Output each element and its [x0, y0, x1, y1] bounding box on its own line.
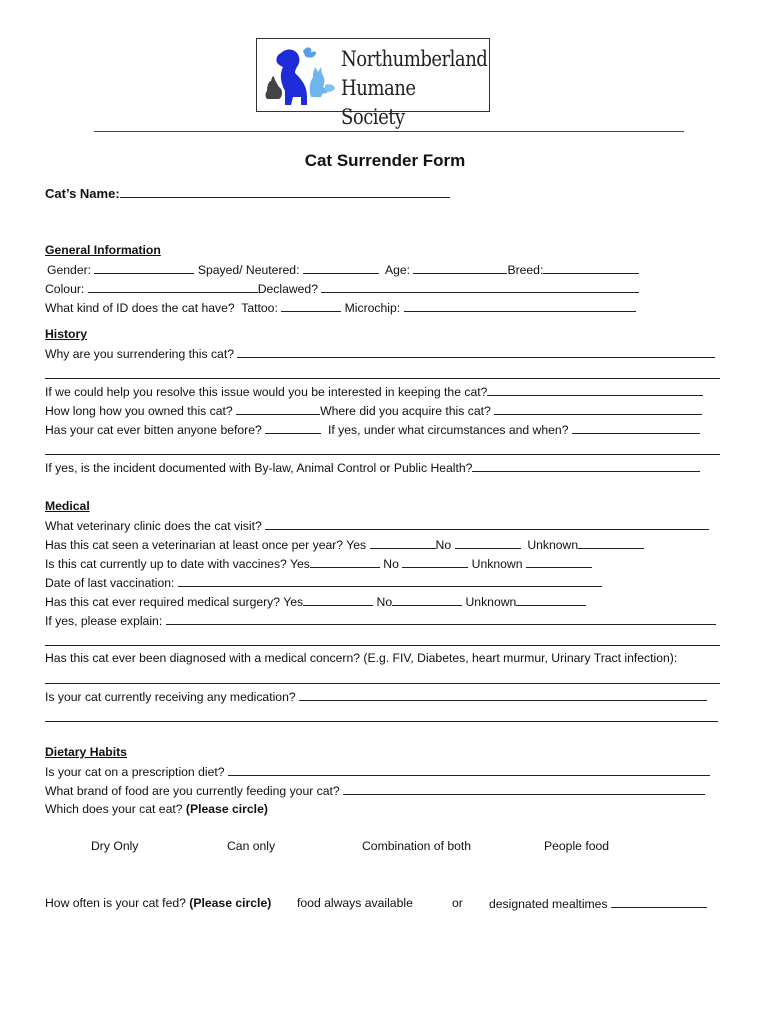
surgery-yes-field[interactable] [303, 594, 373, 606]
vaccines-no-field[interactable] [402, 556, 468, 568]
explain-row [45, 613, 716, 629]
option-designated-mealtimes-row [489, 896, 707, 912]
why-extra-line[interactable] [45, 378, 720, 379]
age-label: Age: [384, 263, 411, 277]
vaccines-unknown-field[interactable] [526, 556, 592, 568]
id-row [45, 300, 636, 316]
clinic-label: What veterinary clinic does the cat visit? [45, 519, 262, 533]
tattoo-label: Tattoo: [241, 301, 278, 315]
brand-label: What brand of food are you currently feeding your cat? [45, 784, 340, 798]
help-field[interactable] [487, 384, 703, 396]
medication-field[interactable] [299, 689, 707, 701]
spayed-label: Spayed/ Neutered: [197, 263, 300, 277]
dietary-heading: Dietary Habits [45, 745, 127, 759]
cats-name-label: Cat’s Name: [45, 186, 120, 201]
gender-label: Gender: [47, 263, 92, 277]
surgery-row [45, 594, 586, 610]
prescription-row [45, 764, 710, 780]
society-logo [256, 38, 490, 129]
vaccines-unknown: Unknown [471, 557, 523, 571]
how-often-row [45, 896, 271, 911]
gender-field[interactable] [94, 262, 194, 274]
breed-field[interactable] [543, 262, 639, 274]
brand-field[interactable] [343, 783, 705, 795]
diagnosed-row [45, 651, 677, 666]
microchip-field[interactable] [404, 300, 636, 312]
medication-row [45, 689, 707, 705]
explain-extra-line[interactable] [45, 645, 720, 646]
diagnosed-label: Has this cat ever been diagnosed with a medical concern? (E.g. FIV, Diabetes, heart murmur, Urinary Tract infection): [45, 651, 678, 665]
vaccines-yes: Yes [290, 557, 310, 571]
designated-field[interactable] [611, 896, 707, 908]
how-often-circle-note: (Please circle) [189, 896, 272, 910]
id-question: What kind of ID does the cat have? [45, 301, 235, 315]
colour-row [45, 281, 639, 297]
vaccines-yes-field[interactable] [310, 556, 380, 568]
vaccines-label: Is this cat currently up to date with vaccines? [45, 557, 287, 571]
colour-field[interactable] [88, 281, 258, 293]
medication-label: Is your cat currently receiving any medication? [45, 690, 296, 704]
animals-logo-icon [261, 45, 341, 109]
cats-name-field[interactable] [120, 186, 450, 198]
documented-field[interactable] [472, 460, 700, 472]
history-heading: History [45, 327, 87, 341]
prescription-field[interactable] [228, 764, 710, 776]
how-long-field[interactable] [236, 403, 320, 415]
seen-no-field[interactable] [455, 537, 521, 549]
medical-heading: Medical [45, 499, 90, 513]
bitten-row [45, 422, 700, 438]
age-field[interactable] [413, 262, 507, 274]
last-vacc-field[interactable] [178, 575, 602, 587]
medication-extra-line[interactable] [45, 721, 718, 722]
microchip-label: Microchip: [344, 301, 401, 315]
form-title: Cat Surrender Form [304, 151, 466, 170]
or-text: or [452, 896, 463, 910]
vaccines-row [45, 556, 592, 572]
how-often-label: How often is your cat fed? [45, 896, 186, 910]
option-combination[interactable]: Combination of both [362, 839, 472, 853]
surgery-unknown-field[interactable] [516, 594, 586, 606]
seen-yes: Yes [346, 538, 367, 552]
seen-yes-field[interactable] [370, 537, 436, 549]
declawed-field[interactable] [321, 281, 639, 293]
which-circle-note: (Please circle) [185, 802, 268, 816]
how-long-label: How long how you owned this cat? [45, 404, 233, 418]
logo-line-2: Humane Society [341, 76, 416, 129]
which-label: Which does your cat eat? [45, 802, 183, 816]
documented-label: If yes, is the incident documented with By-law, Animal Control or Public Health? [45, 461, 473, 475]
breed-label: Breed: [507, 263, 544, 277]
how-long-row [45, 403, 702, 419]
bitten-field[interactable] [265, 422, 321, 434]
option-always-available[interactable]: food always available [297, 896, 413, 910]
option-people-food[interactable]: People food [544, 839, 610, 853]
gender-row [47, 262, 639, 278]
surgery-label: Has this cat ever required medical surgery? [45, 595, 281, 609]
where-field[interactable] [494, 403, 702, 415]
where-label: Where did you acquire this cat? [320, 404, 491, 418]
help-label: If we could help you resolve this issue would you be interested in keeping the cat? [45, 385, 488, 399]
help-row [45, 384, 703, 400]
logo-text [341, 45, 488, 132]
surgery-no: No [376, 595, 393, 609]
clinic-field[interactable] [265, 518, 709, 530]
option-designated-mealtimes[interactable]: designated mealtimes [489, 897, 608, 911]
seen-row [45, 537, 644, 553]
circumstances-label: If yes, under what circumstances and when? [327, 423, 569, 437]
logo-line-1: Northumberland [341, 47, 488, 71]
explain-field[interactable] [166, 613, 716, 625]
colour-label: Colour: [45, 282, 85, 296]
seen-label: Has this cat seen a veterinarian at least once per year? [45, 538, 344, 552]
last-vacc-row [45, 575, 602, 591]
prescription-label: Is your cat on a prescription diet? [45, 765, 225, 779]
surgery-yes: Yes [283, 595, 304, 609]
option-can-only[interactable]: Can only [227, 839, 276, 853]
vaccines-no: No [383, 557, 399, 571]
why-label: Why are you surrendering this cat? [45, 347, 234, 361]
general-heading: General Information [45, 243, 161, 257]
explain-label: If yes, please explain: [45, 614, 163, 628]
seen-unknown-field[interactable] [578, 537, 644, 549]
header-divider [94, 131, 684, 132]
option-dry-only[interactable]: Dry Only [91, 839, 139, 853]
diagnosed-field[interactable] [45, 683, 720, 684]
brand-row [45, 783, 705, 799]
declawed-label: Declawed? [257, 282, 318, 296]
surgery-no-field[interactable] [392, 594, 462, 606]
documented-row [45, 460, 700, 476]
clinic-row [45, 518, 709, 534]
seen-unknown: Unknown [527, 538, 579, 552]
bitten-label: Has your cat ever bitten anyone before? [45, 423, 262, 437]
why-field[interactable] [237, 346, 715, 358]
seen-no: No [435, 538, 452, 552]
why-row [45, 346, 715, 362]
spayed-field[interactable] [303, 262, 379, 274]
circumstances-field[interactable] [572, 422, 700, 434]
cats-name-row [45, 186, 450, 201]
tattoo-field[interactable] [281, 300, 341, 312]
circumstances-extra-line[interactable] [45, 454, 720, 455]
which-row [45, 802, 268, 817]
surgery-unknown: Unknown [465, 595, 517, 609]
last-vacc-label: Date of last vaccination: [45, 576, 175, 590]
